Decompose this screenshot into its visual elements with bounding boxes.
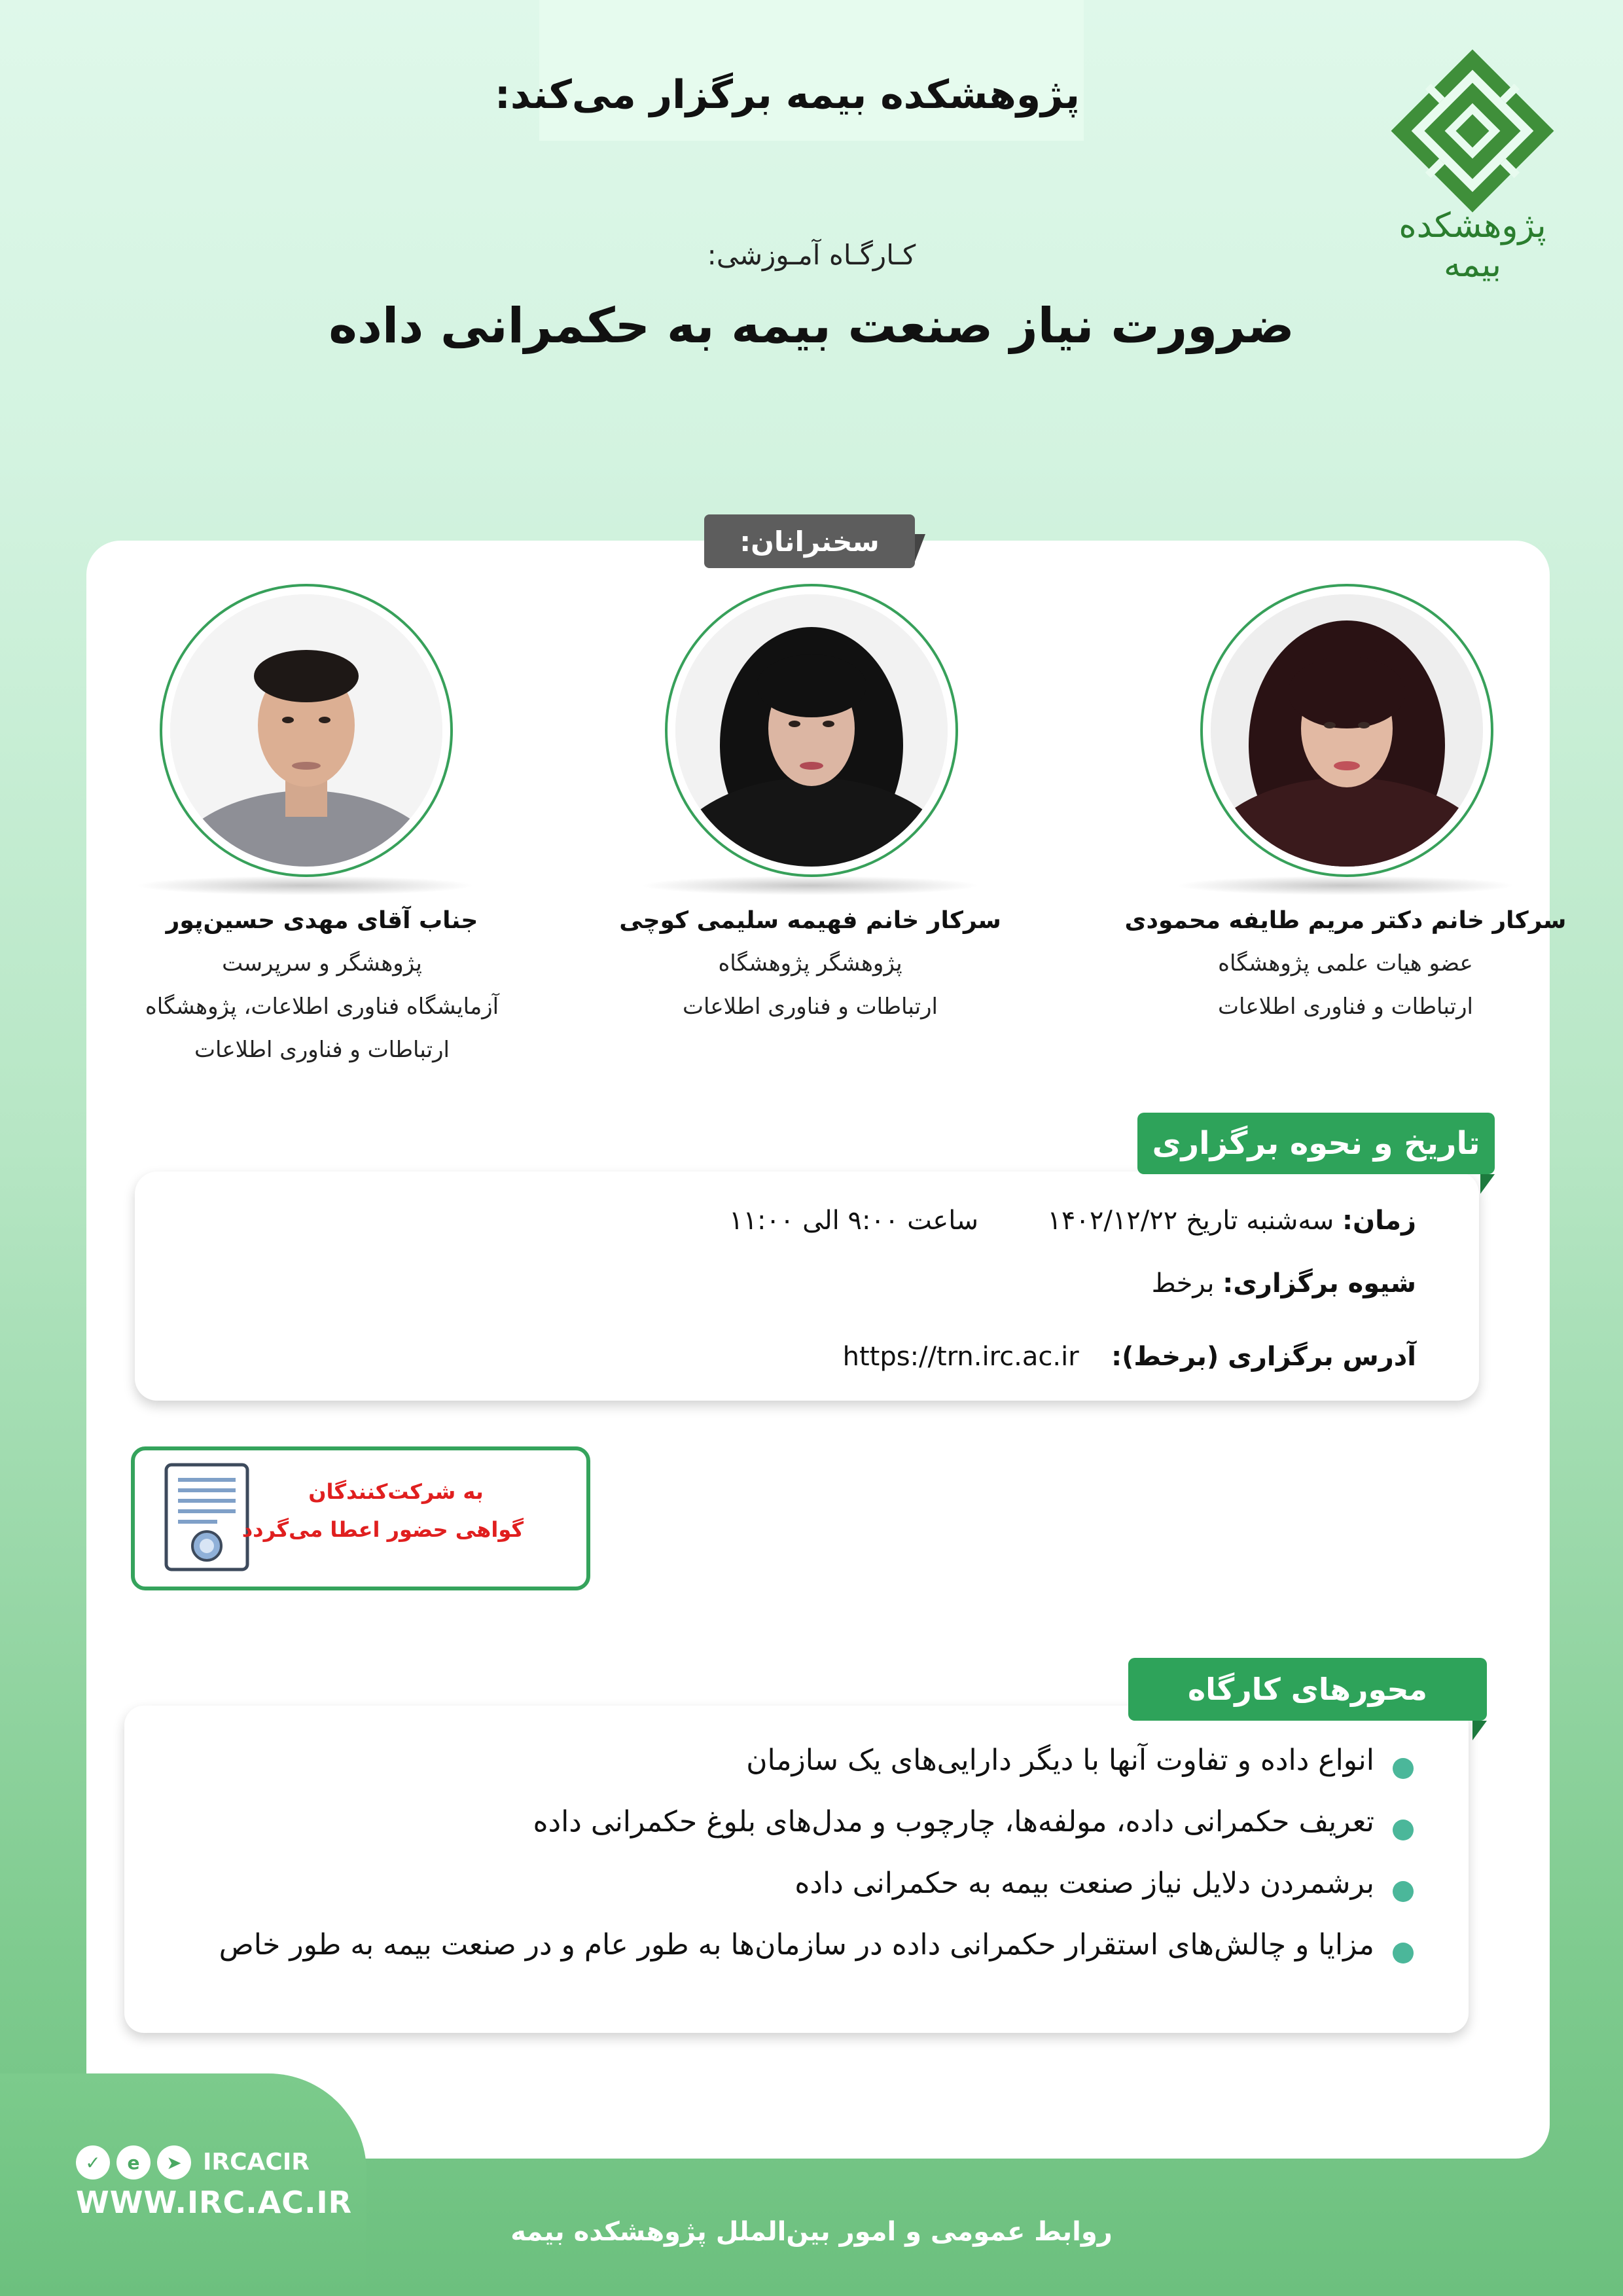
tab-fold [1480, 1174, 1495, 1194]
address-link[interactable]: https://trn.irc.ac.ir [842, 1342, 1079, 1372]
social-handle: IRCACIR [203, 2149, 310, 2176]
website-link[interactable]: WWW.IRC.AC.IR [76, 2185, 353, 2220]
speaker-name: جناب آقای مهدی حسین‌پور [166, 907, 478, 934]
header-strip [539, 0, 1084, 141]
topic-item: انواع داده و تفاوت آنها با دیگر دارایی‌های یک سازمان [746, 1744, 1374, 1777]
topic-item: تعریف حکمرانی داده، مولفه‌ها، چارچوب و مدل‌های بلوغ حکمرانی داده [533, 1805, 1374, 1839]
certificate-icon [161, 1462, 253, 1573]
mode-value: برخط [1151, 1268, 1215, 1299]
certificate-text-line1: به شرکت‌کنندگان [308, 1479, 484, 1504]
logo-diamond-icon [1387, 46, 1558, 216]
certificate-text-line2: گواهی حضور اعطا می‌گردد [241, 1517, 524, 1542]
time-row [729, 1206, 1416, 1236]
whatsapp-icon[interactable]: ✓ [76, 2145, 110, 2179]
mode-row [1152, 1268, 1416, 1299]
address-label: آدرس برگزاری (برخط): [1111, 1342, 1416, 1372]
topic-item: برشمردن دلایل نیاز صنعت بیمه به حکمرانی داده [794, 1867, 1374, 1900]
speaker-title-line: ارتباطات و فناوری اطلاعات [194, 1037, 450, 1063]
hours-value: ساعت ۹:۰۰ الی ۱۱:۰۰ [728, 1206, 978, 1236]
speaker-name: سرکار خانم دکتر مریم طایفه محمودی [1124, 907, 1567, 934]
speaker-title-line: آزمایشگاه فناوری اطلاعات، پژوهشگاه [145, 994, 499, 1020]
eitaa-icon[interactable]: e [116, 2145, 151, 2179]
logo-caption: پژوهشکده بیمه [1399, 206, 1546, 285]
avatar-shadow [135, 876, 475, 895]
speaker-name: سرکار خانم فهیمه سلیمی کوچی [619, 907, 1001, 934]
bullet-icon [1393, 1820, 1414, 1840]
bullet-icon [1393, 1881, 1414, 1902]
address-row [843, 1342, 1416, 1372]
speaker-title-line: پژوهشگر پژوهشگاه [718, 950, 902, 977]
speaker-title-line: ارتباطات و فناوری اطلاعات [1218, 994, 1473, 1020]
date-value: سه‌شنبه تاریخ ۱۴۰۲/۱۲/۲۲ [1047, 1206, 1334, 1236]
mode-label: شیوه برگزاری: [1222, 1268, 1416, 1299]
speaker-avatar [665, 584, 958, 877]
schedule-heading: تاریخ و نحوه برگزاری [1137, 1113, 1495, 1174]
speakers-heading: سخنرانان: [704, 514, 915, 568]
topics-heading: محورهای کارگاه [1128, 1658, 1487, 1721]
bullet-icon [1393, 1943, 1414, 1964]
announcement-text: پژوهشکده بیمه برگزار می‌کند: [494, 72, 1080, 118]
avatar-shadow [640, 876, 980, 895]
speaker-avatar [160, 584, 453, 877]
speaker-photo-1 [1211, 594, 1483, 867]
tab-fold [1472, 1721, 1487, 1740]
workshop-kind: کـارگـاه آمـوزشی: [707, 239, 916, 271]
speaker-avatar [1200, 584, 1493, 877]
footer-credit: روابط عمومی و امور بین‌الملل پژوهشکده بیمه [510, 2217, 1113, 2247]
workshop-title: ضرورت نیاز صنعت بیمه به حکمرانی داده [329, 298, 1294, 354]
speaker-photo-3 [170, 594, 442, 867]
speaker-title-line: ارتباطات و فناوری اطلاعات [683, 994, 938, 1020]
avatar-shadow [1175, 876, 1516, 895]
speaker-title-line: پژوهشگر و سرپرست [222, 950, 422, 977]
speaker-photo-2 [675, 594, 948, 867]
topic-item: مزایا و چالش‌های استقرار حکمرانی داده در سازمان‌ها به طور عام و در صنعت بیمه به طور خاص [219, 1928, 1374, 1962]
bullet-icon [1393, 1758, 1414, 1779]
telegram-icon[interactable]: ➤ [157, 2145, 191, 2179]
time-label: زمان: [1342, 1206, 1416, 1236]
speaker-title-line: عضو هیات علمی پژوهشگاه [1218, 950, 1473, 977]
